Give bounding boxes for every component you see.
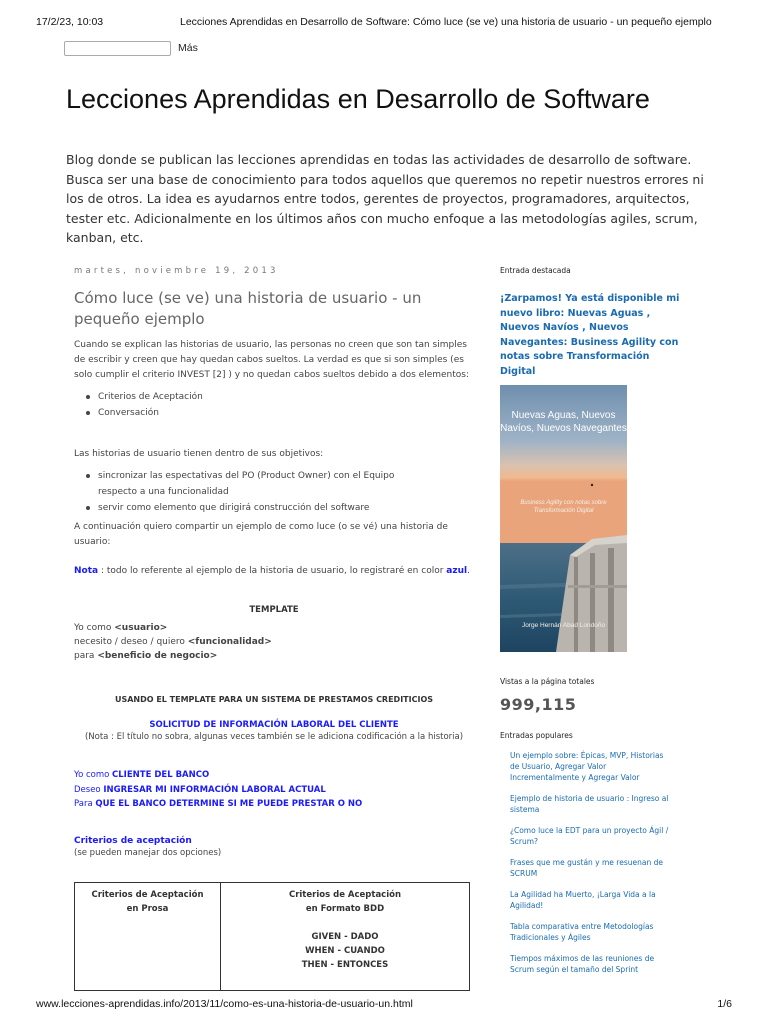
table-cell-line: GIVEN - DADO: [311, 931, 379, 942]
criteria-heading: Criterios de aceptación: [74, 835, 192, 846]
usage-heading: USANDO EL TEMPLATE PARA UN SISTEMA DE PRESTAMOS CREDITICIOS: [114, 695, 434, 704]
note-end: .: [467, 566, 470, 576]
more-link[interactable]: Más: [178, 42, 198, 54]
objectives-list: [74, 468, 474, 516]
book-cover-image[interactable]: [500, 385, 627, 652]
search-input[interactable]: [64, 41, 171, 56]
table-cell-line: en Formato BDD: [305, 903, 385, 914]
post-date: martes, noviembre 19, 2013: [74, 266, 279, 276]
objectives-intro: Las historias de usuario tienen dentro de sus objetivos:: [74, 449, 324, 459]
post-intro: Cuando se explican las historias de usuario, las personas no creen que son tan simples de escribir y creen que hay quedan cabos sueltos. La verdad es que si son simples (es solo cumplir el criterio INVEST [2] ) y no quedan cabos sueltos debido a dos elementos:: [74, 340, 470, 380]
post-note: [74, 564, 474, 579]
post-continuation: A continuación quiero compartir un ejemplo de como luce (o se vé) una historia de usuario:: [74, 522, 448, 547]
story-line3-value: QUE EL BANCO DETERMINE SI ME PUEDE PRESTAR O NO: [95, 799, 363, 809]
book-subtitle: Business Agility con notas sobre Transformación Digital: [520, 500, 607, 514]
table-cell-prose: [75, 882, 221, 990]
views-count: 999,115: [500, 695, 577, 714]
book-title: Nuevas Aguas, Nuevos Navíos, Nuevos Navegantes: [500, 410, 627, 434]
criteria-note: (se pueden manejar dos opciones): [74, 847, 222, 858]
template-line2-tag: <funcionalidad>: [187, 637, 272, 647]
popular-post-link[interactable]: Un ejemplo sobre: Épicas, MVP, Historias de Usuario, Agregar Valor Incrementalmente y Agregar Valor: [510, 751, 664, 782]
template-line3-tag: <beneficio de negocio>: [97, 651, 218, 661]
request-title: SOLICITUD DE INFORMACIÓN LABORAL DEL CLIENTE: [149, 720, 399, 730]
request-note: (Nota : El título no sobra, algunas veces también se le adiciona codificación a la historia): [84, 732, 464, 742]
template-line1-tag: <usuario>: [114, 623, 168, 633]
table-cell-line: en Prosa: [126, 903, 169, 914]
elements-list: [74, 389, 474, 421]
table-cell-line: THEN - ENTONCES: [301, 959, 389, 970]
featured-heading: Entrada destacada: [500, 266, 571, 275]
book-author: Jorge Hernán Abad Londoño: [521, 622, 606, 629]
post-main: [74, 266, 474, 991]
post-title[interactable]: Cómo luce (se ve) una historia de usuario - un pequeño ejemplo: [74, 289, 422, 328]
popular-post-link[interactable]: ¿Como luce la EDT para un proyecto Ágil / Scrum?: [510, 826, 669, 846]
note-color-word: azul: [446, 566, 468, 576]
note-label: Nota: [74, 566, 99, 576]
list-item: sincronizar las espectativas del PO (Product Owner) con el Equipo respecto a una funcionalidad: [84, 468, 424, 500]
popular-post-link[interactable]: Tabla comparativa entre Metodologías Tradicionales y Ágiles: [510, 922, 654, 942]
print-page-number: 1/6: [717, 998, 732, 1010]
blog-description: Blog donde se publican las lecciones aprendidas en todas las actividades de desarrollo de software. Busca ser una base de conocimiento para todos aquellos que queremos no repetir nuestros errores ni los de otros. La idea es ayudarnos entre todos, gerentes de proyectos, programadores, arquitectos, tester etc. Adicionalmente en los últimos años con mucho enfoque a las metodologías agiles, scrum, kanban, etc.: [66, 152, 704, 245]
featured-post-title[interactable]: [500, 292, 680, 379]
story-line3-prefix: Para: [74, 799, 96, 809]
table-cell-line: Criterios de Aceptación: [91, 889, 204, 900]
views-heading: Vistas a la página totales: [500, 677, 595, 686]
featured-title-rest[interactable]: : Nuevas Aguas , Nuevos Navíos , Nuevos Navegantes: Business Agility con notas sobre Transformación Digital: [500, 307, 679, 377]
table-cell-bdd: [221, 882, 470, 990]
list-item: Criterios de Aceptación: [84, 389, 474, 405]
story-line2-value: INGRESAR MI INFORMACIÓN LABORAL ACTUAL: [103, 784, 326, 795]
template-lines: [74, 621, 474, 663]
list-item: Conversación: [84, 405, 474, 421]
story-line1-prefix: Yo como: [74, 770, 113, 780]
sidebar: [500, 266, 680, 985]
list-item: servir como elemento que dirigirá construcción del software: [84, 500, 474, 516]
featured-title-main[interactable]: ¡Zarpamos! Ya está disponible mi nuevo libro: [500, 293, 680, 319]
blog-title[interactable]: Lecciones Aprendidas en Desarrollo de Software: [66, 84, 650, 114]
template-line3-prefix: para: [74, 651, 98, 661]
popular-post-link[interactable]: La Agilidad ha Muerto, ¡Larga Vida a la Agilidad!: [510, 890, 656, 910]
popular-post-link[interactable]: Ejemplo de historia de usuario : Ingreso al sistema: [510, 794, 669, 814]
popular-post-link[interactable]: Tiempos máximos de las reuniones de Scrum según el tamaño del Sprint: [510, 954, 655, 974]
print-url: www.lecciones-aprendidas.info/2013/11/como-es-una-historia-de-usuario-un.html: [36, 998, 413, 1010]
template-line2-prefix: necesito / deseo / quiero: [74, 637, 188, 647]
blogger-navbar: [64, 40, 198, 56]
print-page-title: Lecciones Aprendidas en Desarrollo de Software: Cómo luce (se ve) una historia de usuario - un pequeño ejemplo: [180, 16, 712, 28]
story-line1-value: CLIENTE DEL BANCO: [112, 770, 210, 780]
criteria-table: [74, 882, 470, 991]
template-line1-prefix: Yo como: [74, 623, 115, 633]
table-cell-line: Criterios de Aceptación: [288, 889, 402, 900]
popular-list: [500, 750, 680, 975]
note-text: : todo lo referente al ejemplo de la historia de usuario, lo registraré en color: [98, 566, 447, 576]
table-row: [75, 882, 470, 990]
popular-post-link[interactable]: Frases que me gustán y me resuenan de SCRUM: [510, 858, 663, 878]
story-lines: [74, 768, 474, 812]
popular-heading: Entradas populares: [500, 731, 573, 740]
table-cell-line: WHEN - CUANDO: [305, 945, 385, 956]
story-line2-prefix: Deseo: [74, 784, 104, 795]
template-heading: TEMPLATE: [249, 605, 299, 615]
print-date: 17/2/23, 10:03: [36, 16, 104, 28]
